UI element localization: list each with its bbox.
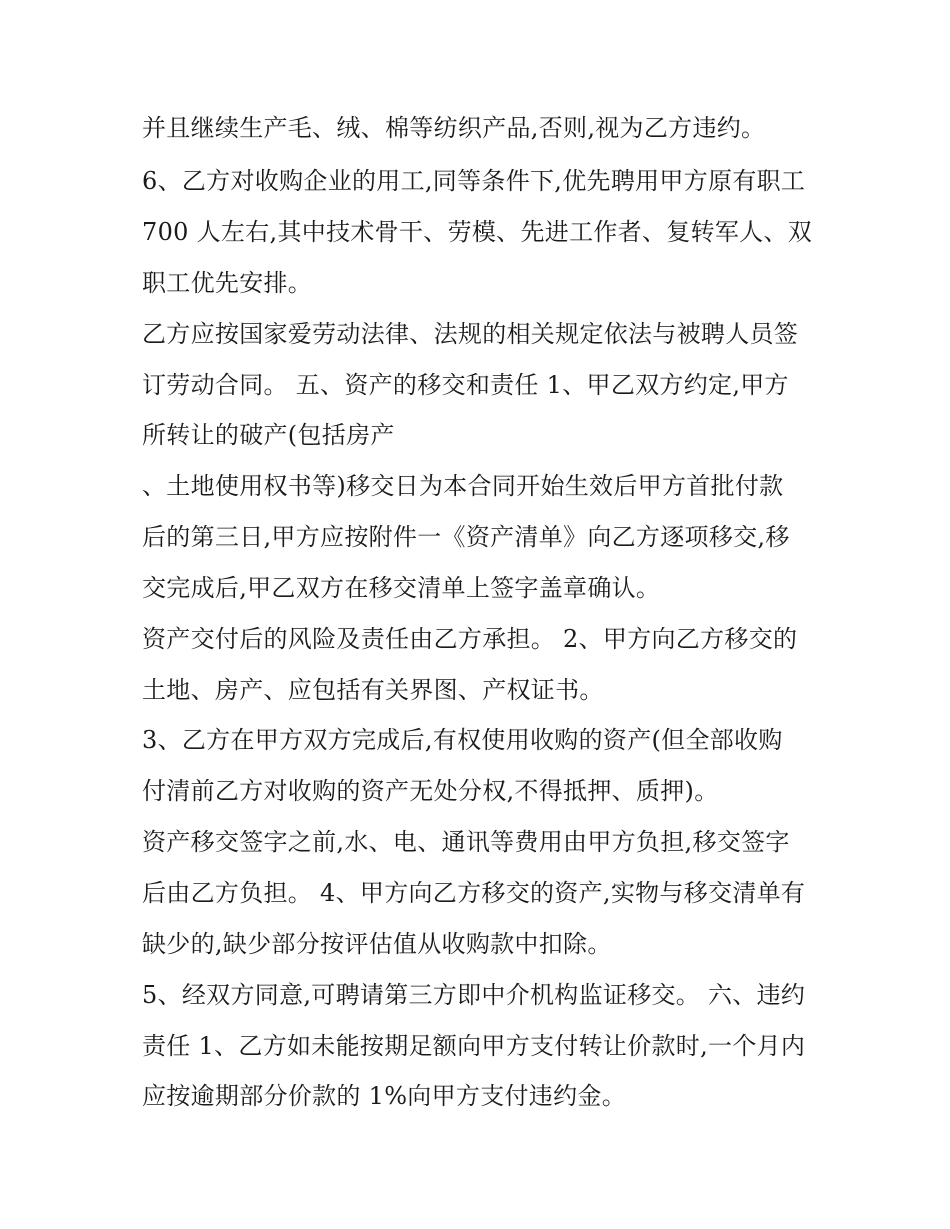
text-line: 乙方应按国家爱劳动法律、法规的相关规定依法与被聘人员签	[142, 320, 799, 348]
text-line: 资产交付后的风险及责任由乙方承担。 2、甲方向乙方移交的	[142, 625, 798, 653]
text-line: 应按逾期部分价款的 1%向甲方支付违约金。	[142, 1082, 627, 1110]
text-line: 、土地使用权书等)移交日为本合同开始生效后甲方首批付款	[142, 472, 784, 500]
text-line: 所转让的破产(包括房产	[142, 421, 395, 449]
text-line: 土地、房产、应包括有关界图、产权证书。	[142, 676, 604, 704]
text-line: 后的第三日,甲方应按附件一《资产清单》向乙方逐项移交,移	[142, 523, 790, 551]
text-line: 6、乙方对收购企业的用工,同等条件下,优先聘用甲方原有职工	[142, 167, 806, 195]
text-line: 付清前乙方对收购的资产无处分权,不得抵押、质押)。	[142, 777, 719, 805]
text-line: 后由乙方负担。 4、甲方向乙方移交的资产,实物与移交清单有	[142, 879, 806, 907]
text-line: 5、经双方同意,可聘请第三方即中介机构监证移交。 六、违约	[142, 981, 806, 1009]
text-line: 缺少的,缺少部分按评估值从收购款中扣除。	[142, 930, 612, 958]
text-line: 交完成后,甲乙双方在移交清单上签字盖章确认。	[142, 574, 661, 602]
text-line: 3、乙方在甲方双方完成后,有权使用收购的资产(但全部收购	[142, 726, 783, 754]
text-line: 资产移交签字之前,水、电、通讯等费用由甲方负担,移交签字	[142, 828, 790, 856]
text-line: 责任 1、乙方如未能按期足额向甲方支付转让价款时,一个月内	[142, 1032, 806, 1060]
text-line: 订劳动合同。 五、资产的移交和责任 1、甲乙双方约定,甲方	[142, 371, 789, 399]
text-line: 700 人左右,其中技术骨干、劳模、先进工作者、复转军人、双	[142, 218, 813, 246]
text-line: 职工优先安排。	[142, 269, 313, 297]
text-line: 并且继续生产毛、绒、棉等纺织产品,否则,视为乙方违约。	[142, 114, 766, 142]
